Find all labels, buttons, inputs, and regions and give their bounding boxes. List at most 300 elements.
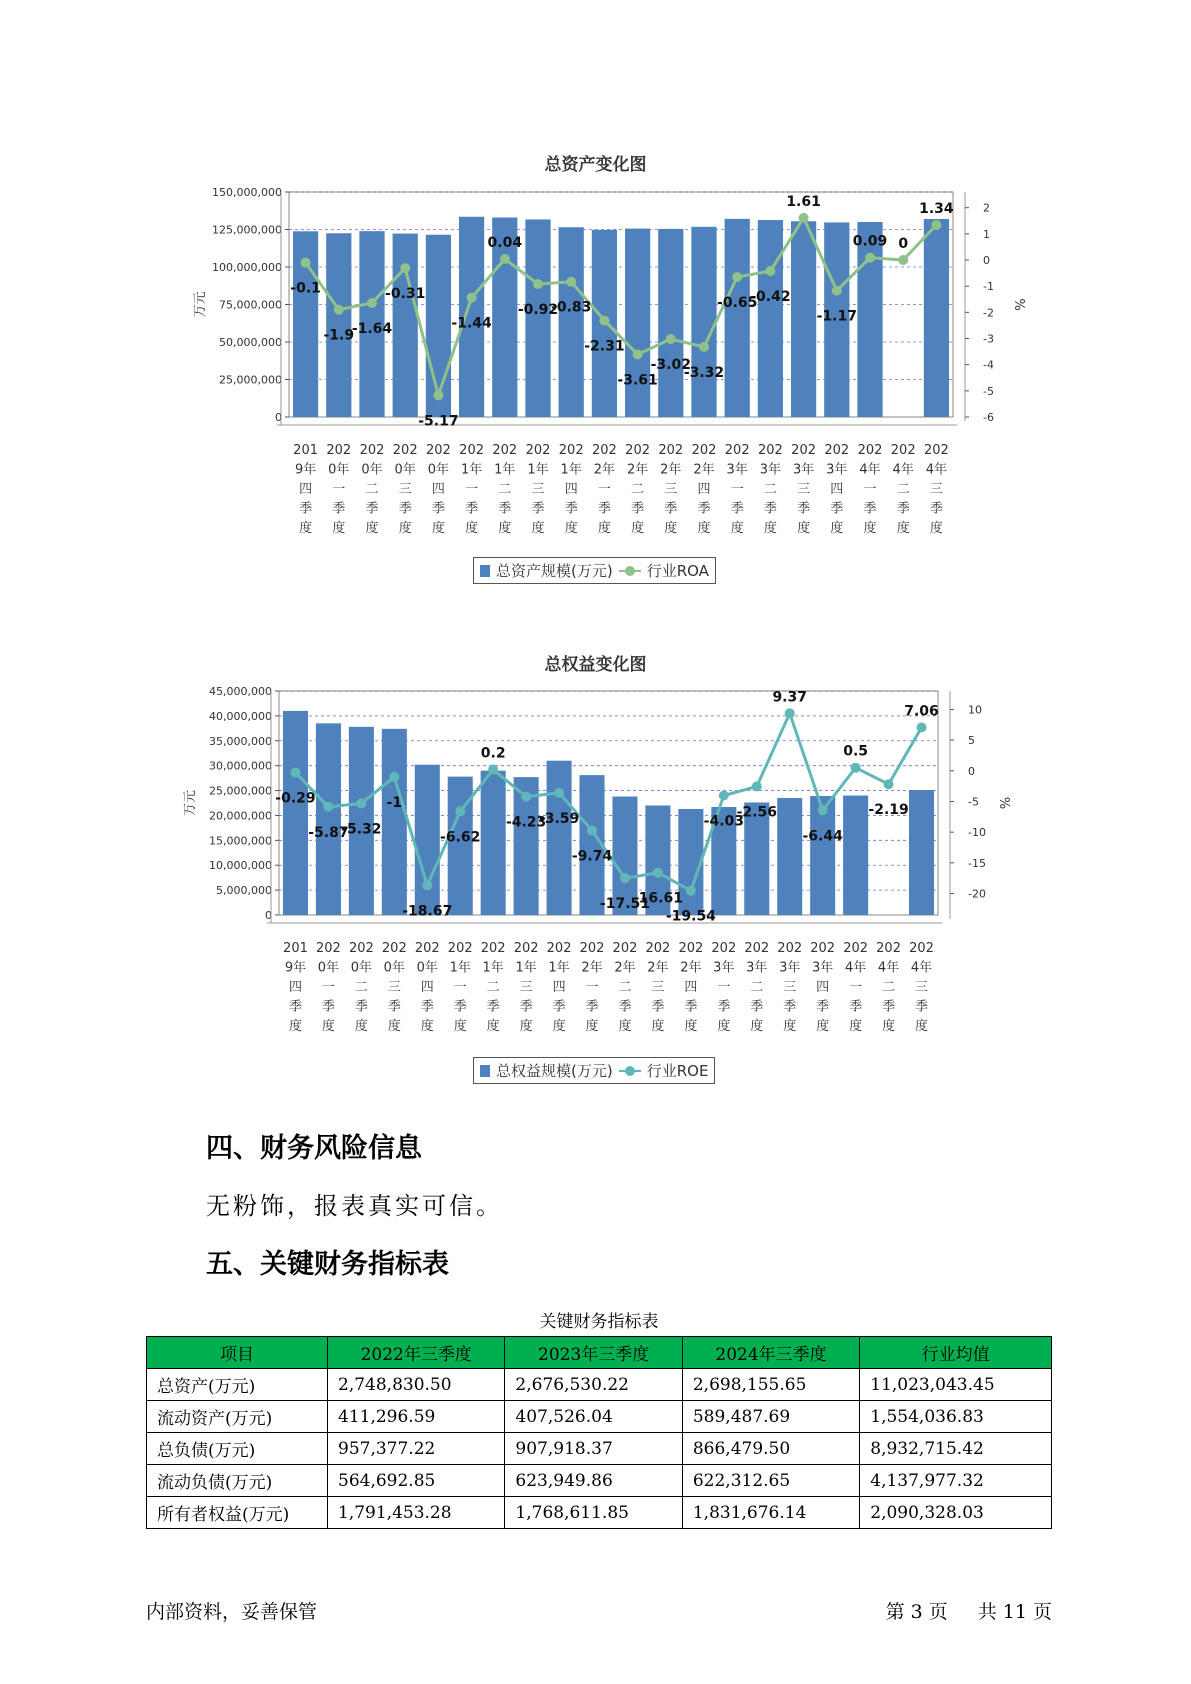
data-label: -5.87 <box>308 824 349 841</box>
x-tick-label: 2年 <box>626 462 649 478</box>
x-tick-label: 四 <box>830 482 844 497</box>
line-point <box>521 792 531 802</box>
x-tick-label: 4年 <box>892 462 914 478</box>
x-tick-label: 四 <box>288 980 302 995</box>
x-tick-label: 度 <box>332 521 346 536</box>
line-point <box>356 798 366 808</box>
footer-confidential: 内部资料，妥善保管 <box>146 1601 318 1623</box>
y-tick-label: 15,000,000 <box>209 834 272 848</box>
table-cell: 流动资产(万元) <box>147 1401 328 1433</box>
x-tick-label: 三 <box>664 482 678 497</box>
x-tick-label: 202 <box>678 941 704 956</box>
y-tick-label: 150,000,000 <box>212 186 282 199</box>
x-tick-label: 0年 <box>427 462 450 478</box>
line-point <box>389 772 399 782</box>
x-tick-label: 9年 <box>284 960 307 976</box>
x-tick-label: 四 <box>552 980 566 995</box>
x-tick-label: 季 <box>896 501 910 517</box>
x-tick-label: 度 <box>797 521 811 536</box>
x-tick-label: 三 <box>929 482 943 497</box>
x-tick-label: 季 <box>717 999 731 1015</box>
table-cell: 11,023,043.45 <box>860 1369 1052 1401</box>
bar <box>777 798 802 915</box>
x-tick-label: 三 <box>651 980 665 995</box>
legend-label-equity: 总权益规模(万元) <box>496 1062 613 1080</box>
x-tick-label: 三 <box>783 980 797 995</box>
x-tick-label: 四 <box>684 980 698 995</box>
x-tick-label: 202 <box>810 941 836 956</box>
x-tick-label: 4年 <box>844 960 867 976</box>
y-tick-label: 100,000,000 <box>212 261 282 274</box>
x-tick-label: 季 <box>431 501 445 517</box>
x-tick-label: 季 <box>420 999 434 1015</box>
x-tick-label: 1年 <box>449 960 471 976</box>
x-tick-label: 二 <box>750 980 764 995</box>
x-tick-label: 202 <box>890 443 916 458</box>
col-header: 2022年三季度 <box>328 1337 505 1369</box>
y-tick-label: 25,000,000 <box>209 784 272 798</box>
x-tick-label: 202 <box>381 941 407 956</box>
y2-tick-label: -5 <box>968 795 979 809</box>
x-tick-label: 季 <box>664 501 678 517</box>
chart2-title: 总权益变化图 <box>544 655 647 675</box>
x-tick-label: 季 <box>697 501 711 517</box>
x-tick-label: 四 <box>431 482 445 497</box>
data-label: -3.61 <box>617 372 658 389</box>
data-label: -3.02 <box>650 357 691 374</box>
x-tick-label: 202 <box>447 941 473 956</box>
data-label: -6.44 <box>802 828 843 845</box>
data-label: 0 <box>898 236 909 253</box>
x-tick-label: 202 <box>909 941 934 956</box>
chart1-title: 总资产变化图 <box>544 155 647 175</box>
x-tick-label: 202 <box>579 941 605 956</box>
x-tick-label: 1年 <box>560 462 582 478</box>
footer-page-info <box>886 1597 1052 1624</box>
x-tick-label: 1年 <box>548 960 570 976</box>
x-tick-label: 季 <box>354 999 368 1015</box>
data-label: -4.03 <box>703 813 745 830</box>
x-tick-label: 季 <box>849 999 863 1015</box>
x-tick-label: 0年 <box>383 960 405 976</box>
x-tick-label: 季 <box>321 999 335 1015</box>
x-tick-label: 3年 <box>826 462 848 478</box>
data-label: 0.09 <box>852 233 888 250</box>
x-tick-label: 202 <box>843 941 869 956</box>
data-label: -3.59 <box>538 810 580 827</box>
x-tick-label: 1年 <box>527 462 549 478</box>
x-tick-label: 季 <box>453 999 467 1015</box>
bar <box>909 790 934 915</box>
x-tick-label: 季 <box>915 999 929 1015</box>
col-header: 2023年三季度 <box>505 1337 682 1369</box>
x-tick-label: 202 <box>425 443 451 458</box>
x-tick-label: 202 <box>348 941 374 956</box>
x-tick-label: 202 <box>316 941 341 956</box>
x-tick-label: 季 <box>618 999 632 1015</box>
y-tick-label: 25,000,000 <box>219 373 282 387</box>
x-tick-label: 二 <box>486 980 500 995</box>
bar <box>415 765 440 915</box>
data-label: -3.32 <box>683 364 725 381</box>
x-tick-label: 季 <box>830 501 844 517</box>
x-tick-label: 度 <box>597 521 611 536</box>
x-tick-label: 三 <box>398 482 412 497</box>
x-tick-label: 度 <box>465 521 479 536</box>
x-tick-label: 一 <box>585 980 599 995</box>
table-cell: 564,692.85 <box>328 1465 505 1497</box>
x-tick-label: 4年 <box>877 960 900 976</box>
table-cell: 622,312.65 <box>682 1465 859 1497</box>
x-tick-label: 202 <box>480 941 506 956</box>
data-label: -0.1 <box>290 280 321 297</box>
table-cell: 总负债(万元) <box>147 1433 328 1465</box>
table-cell: 407,526.04 <box>505 1401 682 1433</box>
legend-label-roa: 行业ROA <box>646 562 709 580</box>
line-point <box>851 763 861 773</box>
x-tick-label: 度 <box>299 521 313 536</box>
col-header: 行业均值 <box>860 1337 1052 1369</box>
x-tick-label: 度 <box>750 1019 764 1034</box>
x-tick-label: 度 <box>398 521 412 536</box>
x-tick-label: 一 <box>332 482 346 497</box>
data-label: 0.2 <box>480 745 506 762</box>
x-tick-label: 度 <box>531 521 545 536</box>
x-tick-label: 季 <box>863 501 877 517</box>
chart2-legend <box>473 1057 715 1084</box>
x-tick-label: 三 <box>915 980 929 995</box>
table-cell: 907,918.37 <box>505 1433 682 1465</box>
data-label: -4.23 <box>505 814 547 831</box>
x-tick-label: 202 <box>824 443 850 458</box>
legend-bar-swatch <box>480 1065 490 1077</box>
y2-axis-title: % <box>996 796 1011 810</box>
x-tick-label: 季 <box>519 999 533 1015</box>
line-point <box>818 805 828 815</box>
x-tick-label: 2年 <box>593 462 616 478</box>
table-cell: 2,698,155.65 <box>682 1369 859 1401</box>
x-tick-label: 3年 <box>812 960 834 976</box>
data-label: -2.31 <box>584 338 625 355</box>
y2-axis-title: % <box>1011 298 1026 311</box>
y2-tick-label: -6 <box>983 411 994 424</box>
table-caption: 关键财务指标表 <box>539 1312 659 1332</box>
y-axis-title: 万元 <box>193 291 208 318</box>
line-point <box>455 806 465 816</box>
x-tick-label: 202 <box>513 941 539 956</box>
line-point <box>290 768 300 778</box>
table-cell: 流动负债(万元) <box>147 1465 328 1497</box>
col-header: 2024年三季度 <box>682 1337 859 1369</box>
x-tick-label: 4年 <box>859 462 881 478</box>
x-tick-label: 一 <box>465 482 479 497</box>
table-cell: 8,932,715.42 <box>860 1433 1052 1465</box>
data-label: -1.9 <box>323 327 355 344</box>
data-label: -0.29 <box>275 790 316 807</box>
section4-text: 无粉饰，报表真实可信。 <box>206 1192 503 1220</box>
data-label: 0.5 <box>843 743 869 760</box>
data-label: -0.92 <box>517 302 559 319</box>
y-tick-label: 45,000,000 <box>209 685 272 698</box>
x-tick-label: 季 <box>387 999 401 1015</box>
x-tick-label: 202 <box>625 443 651 458</box>
data-label: -9.74 <box>571 848 613 865</box>
bar <box>316 723 341 915</box>
x-tick-label: 季 <box>365 501 379 517</box>
y-tick-label: 20,000,000 <box>209 809 272 823</box>
x-tick-label: 三 <box>797 482 811 497</box>
x-tick-label: 度 <box>431 521 445 536</box>
table-row <box>147 1369 1052 1401</box>
table-row <box>147 1401 1052 1433</box>
x-tick-label: 度 <box>882 1019 896 1034</box>
x-tick-label: 3年 <box>779 960 801 976</box>
x-tick-label: 3年 <box>726 462 748 478</box>
x-tick-label: 3年 <box>713 960 735 976</box>
x-tick-label: 一 <box>717 980 731 995</box>
line-point <box>554 788 564 798</box>
x-tick-label: 度 <box>519 1019 533 1034</box>
x-tick-label: 四 <box>564 482 578 497</box>
x-tick-label: 度 <box>849 1019 863 1034</box>
x-tick-label: 度 <box>498 521 512 536</box>
footer-total-pages: 共 11 页 <box>977 1601 1052 1623</box>
section4-heading: 四、财务风险信息 <box>206 1133 422 1164</box>
x-tick-label: 3年 <box>746 960 768 976</box>
x-tick-label: 度 <box>816 1019 830 1034</box>
x-tick-label: 度 <box>486 1019 500 1034</box>
x-tick-label: 度 <box>929 521 943 536</box>
x-tick-label: 季 <box>684 999 698 1015</box>
x-tick-label: 度 <box>453 1019 467 1034</box>
x-tick-label: 3年 <box>792 462 815 478</box>
x-tick-label: 度 <box>783 1019 797 1034</box>
x-tick-label: 度 <box>664 521 678 536</box>
legend-line-swatch <box>619 1065 641 1077</box>
x-tick-label: 二 <box>498 482 512 497</box>
data-label: -5.17 <box>418 413 459 430</box>
y2-tick-label: 0 <box>968 764 975 778</box>
x-tick-label: 度 <box>697 521 711 536</box>
data-label: 1.61 <box>786 193 821 210</box>
data-label: -19.54 <box>665 908 716 925</box>
x-tick-label: 季 <box>816 999 830 1015</box>
x-tick-label: 2年 <box>647 960 669 976</box>
x-tick-label: 202 <box>392 443 418 458</box>
y2-tick-label: 10 <box>968 703 982 717</box>
table-cell: 2,748,830.50 <box>328 1369 505 1401</box>
x-tick-label: 0年 <box>416 960 438 976</box>
bar <box>547 761 572 915</box>
x-tick-label: 202 <box>857 443 883 458</box>
x-tick-label: 季 <box>750 999 764 1015</box>
x-tick-label: 202 <box>645 941 671 956</box>
data-label: -0.42 <box>750 289 791 306</box>
data-label: -2.56 <box>736 804 777 821</box>
bar <box>481 771 506 915</box>
x-tick-label: 一 <box>321 980 335 995</box>
x-tick-label: 二 <box>618 980 632 995</box>
data-label: -0.65 <box>717 295 758 312</box>
x-tick-label: 度 <box>896 521 910 536</box>
x-tick-label: 季 <box>797 501 811 517</box>
table-cell: 589,487.69 <box>682 1401 859 1433</box>
x-tick-label: 1年 <box>494 462 516 478</box>
line-point <box>488 765 498 775</box>
x-tick-label: 202 <box>326 443 352 458</box>
x-tick-label: 度 <box>863 521 877 536</box>
x-tick-label: 202 <box>711 941 737 956</box>
x-tick-label: 202 <box>757 443 783 458</box>
x-tick-label: 季 <box>651 999 665 1015</box>
x-tick-label: 202 <box>791 443 817 458</box>
line-point <box>587 826 597 836</box>
x-tick-label: 季 <box>730 501 744 517</box>
line-point <box>785 708 795 718</box>
table-cell: 1,554,036.83 <box>860 1401 1052 1433</box>
table-cell: 2,676,530.22 <box>505 1369 682 1401</box>
legend-label-assets: 总资产规模(万元) <box>496 562 613 580</box>
x-tick-label: 度 <box>618 1019 632 1034</box>
x-tick-label: 四 <box>420 980 434 995</box>
x-tick-label: 202 <box>724 443 750 458</box>
col-header: 项目 <box>147 1337 328 1369</box>
x-tick-label: 4年 <box>925 462 948 478</box>
line-point <box>686 886 696 896</box>
x-tick-label: 二 <box>896 482 910 497</box>
x-tick-label: 季 <box>631 501 645 517</box>
y-tick-label: 125,000,000 <box>212 223 282 237</box>
x-tick-label: 1年 <box>460 462 483 478</box>
x-tick-label: 季 <box>564 501 578 517</box>
x-tick-label: 201 <box>293 443 319 458</box>
x-tick-label: 202 <box>359 443 385 458</box>
x-tick-label: 9年 <box>294 462 317 478</box>
x-tick-label: 季 <box>299 501 313 517</box>
table-cell: 411,296.59 <box>328 1401 505 1433</box>
data-label: 1.34 <box>919 200 954 217</box>
y-tick-label: 30,000,000 <box>209 759 272 773</box>
y2-tick-label: -3 <box>983 332 994 346</box>
x-tick-label: 2年 <box>693 462 715 478</box>
x-tick-label: 度 <box>651 1019 665 1034</box>
line-point <box>752 781 762 791</box>
y-tick-label: 5,000,000 <box>216 884 272 898</box>
y-tick-label: 40,000,000 <box>209 709 272 723</box>
x-tick-label: 4年 <box>910 960 933 976</box>
x-tick-label: 度 <box>552 1019 566 1034</box>
y2-tick-label: 2 <box>983 201 990 215</box>
x-tick-label: 度 <box>354 1019 368 1034</box>
x-tick-label: 四 <box>697 482 711 497</box>
x-tick-label: 2年 <box>680 960 702 976</box>
y2-tick-label: -20 <box>968 887 986 901</box>
bar <box>843 796 868 915</box>
line-point <box>719 791 729 801</box>
data-label: -17.51 <box>599 896 651 913</box>
footer-page-number: 第 3 页 <box>885 1601 948 1623</box>
x-tick-label: 一 <box>863 482 877 497</box>
y2-tick-label: -1 <box>983 280 994 294</box>
x-tick-label: 三 <box>531 482 545 497</box>
data-label: -1 <box>386 794 403 811</box>
x-tick-label: 季 <box>332 501 346 517</box>
line-point <box>620 873 630 883</box>
x-tick-label: 202 <box>658 443 684 458</box>
x-tick-label: 一 <box>597 482 611 497</box>
x-tick-label: 2年 <box>614 960 636 976</box>
x-tick-label: 季 <box>585 999 599 1015</box>
x-tick-label: 202 <box>414 941 440 956</box>
x-tick-label: 三 <box>519 980 533 995</box>
x-tick-label: 1年 <box>515 960 537 976</box>
table-cell: 总资产(万元) <box>147 1369 328 1401</box>
x-tick-label: 201 <box>283 941 308 956</box>
x-tick-label: 季 <box>597 501 611 517</box>
x-tick-label: 0年 <box>394 462 416 478</box>
x-tick-label: 一 <box>730 482 744 497</box>
y2-tick-label: 0 <box>983 254 990 268</box>
x-tick-label: 度 <box>763 521 777 536</box>
y2-tick-label: -15 <box>968 856 986 870</box>
x-tick-label: 季 <box>783 999 797 1015</box>
table-cell: 957,377.22 <box>328 1433 505 1465</box>
x-tick-label: 0年 <box>350 960 373 976</box>
y2-tick-label: 5 <box>968 734 975 748</box>
x-tick-label: 二 <box>763 482 777 497</box>
x-tick-label: 0年 <box>328 462 350 478</box>
x-tick-label: 202 <box>744 941 770 956</box>
x-tick-label: 三 <box>387 980 401 995</box>
table-cell: 623,949.86 <box>505 1465 682 1497</box>
data-label: -18.67 <box>402 903 453 920</box>
y-tick-label: 0 <box>265 909 272 922</box>
x-tick-label: 202 <box>612 941 638 956</box>
data-label: 0.04 <box>487 234 523 251</box>
table-row <box>147 1433 1052 1465</box>
x-tick-label: 二 <box>631 482 645 497</box>
data-label: 9.37 <box>772 689 807 706</box>
section5-heading: 五、关键财务指标表 <box>206 1249 449 1280</box>
line-point <box>653 868 663 878</box>
x-tick-label: 202 <box>591 443 617 458</box>
data-label: -16.61 <box>632 890 683 907</box>
line-point <box>422 880 432 890</box>
y2-tick-label: -10 <box>968 826 986 840</box>
x-tick-label: 度 <box>387 1019 401 1034</box>
x-tick-label: 度 <box>730 521 744 536</box>
x-tick-label: 2年 <box>581 960 603 976</box>
x-tick-label: 度 <box>631 521 645 536</box>
x-tick-label: 202 <box>691 443 717 458</box>
table-cell: 1,791,453.28 <box>328 1497 505 1529</box>
x-tick-label: 二 <box>354 980 368 995</box>
x-tick-label: 度 <box>564 521 578 536</box>
x-tick-label: 202 <box>558 443 584 458</box>
table-cell: 1,831,676.14 <box>682 1497 859 1529</box>
table-cell: 1,768,611.85 <box>505 1497 682 1529</box>
key-financial-table <box>146 1336 1052 1529</box>
x-tick-label: 202 <box>876 941 901 956</box>
data-label: -1.64 <box>351 320 393 337</box>
x-tick-label: 度 <box>684 1019 698 1034</box>
table-header-row <box>147 1337 1052 1369</box>
y-axis-title: 万元 <box>183 789 198 817</box>
x-tick-label: 度 <box>288 1019 302 1034</box>
table-row <box>147 1497 1052 1529</box>
x-tick-label: 度 <box>915 1019 929 1034</box>
table-row <box>147 1465 1052 1497</box>
